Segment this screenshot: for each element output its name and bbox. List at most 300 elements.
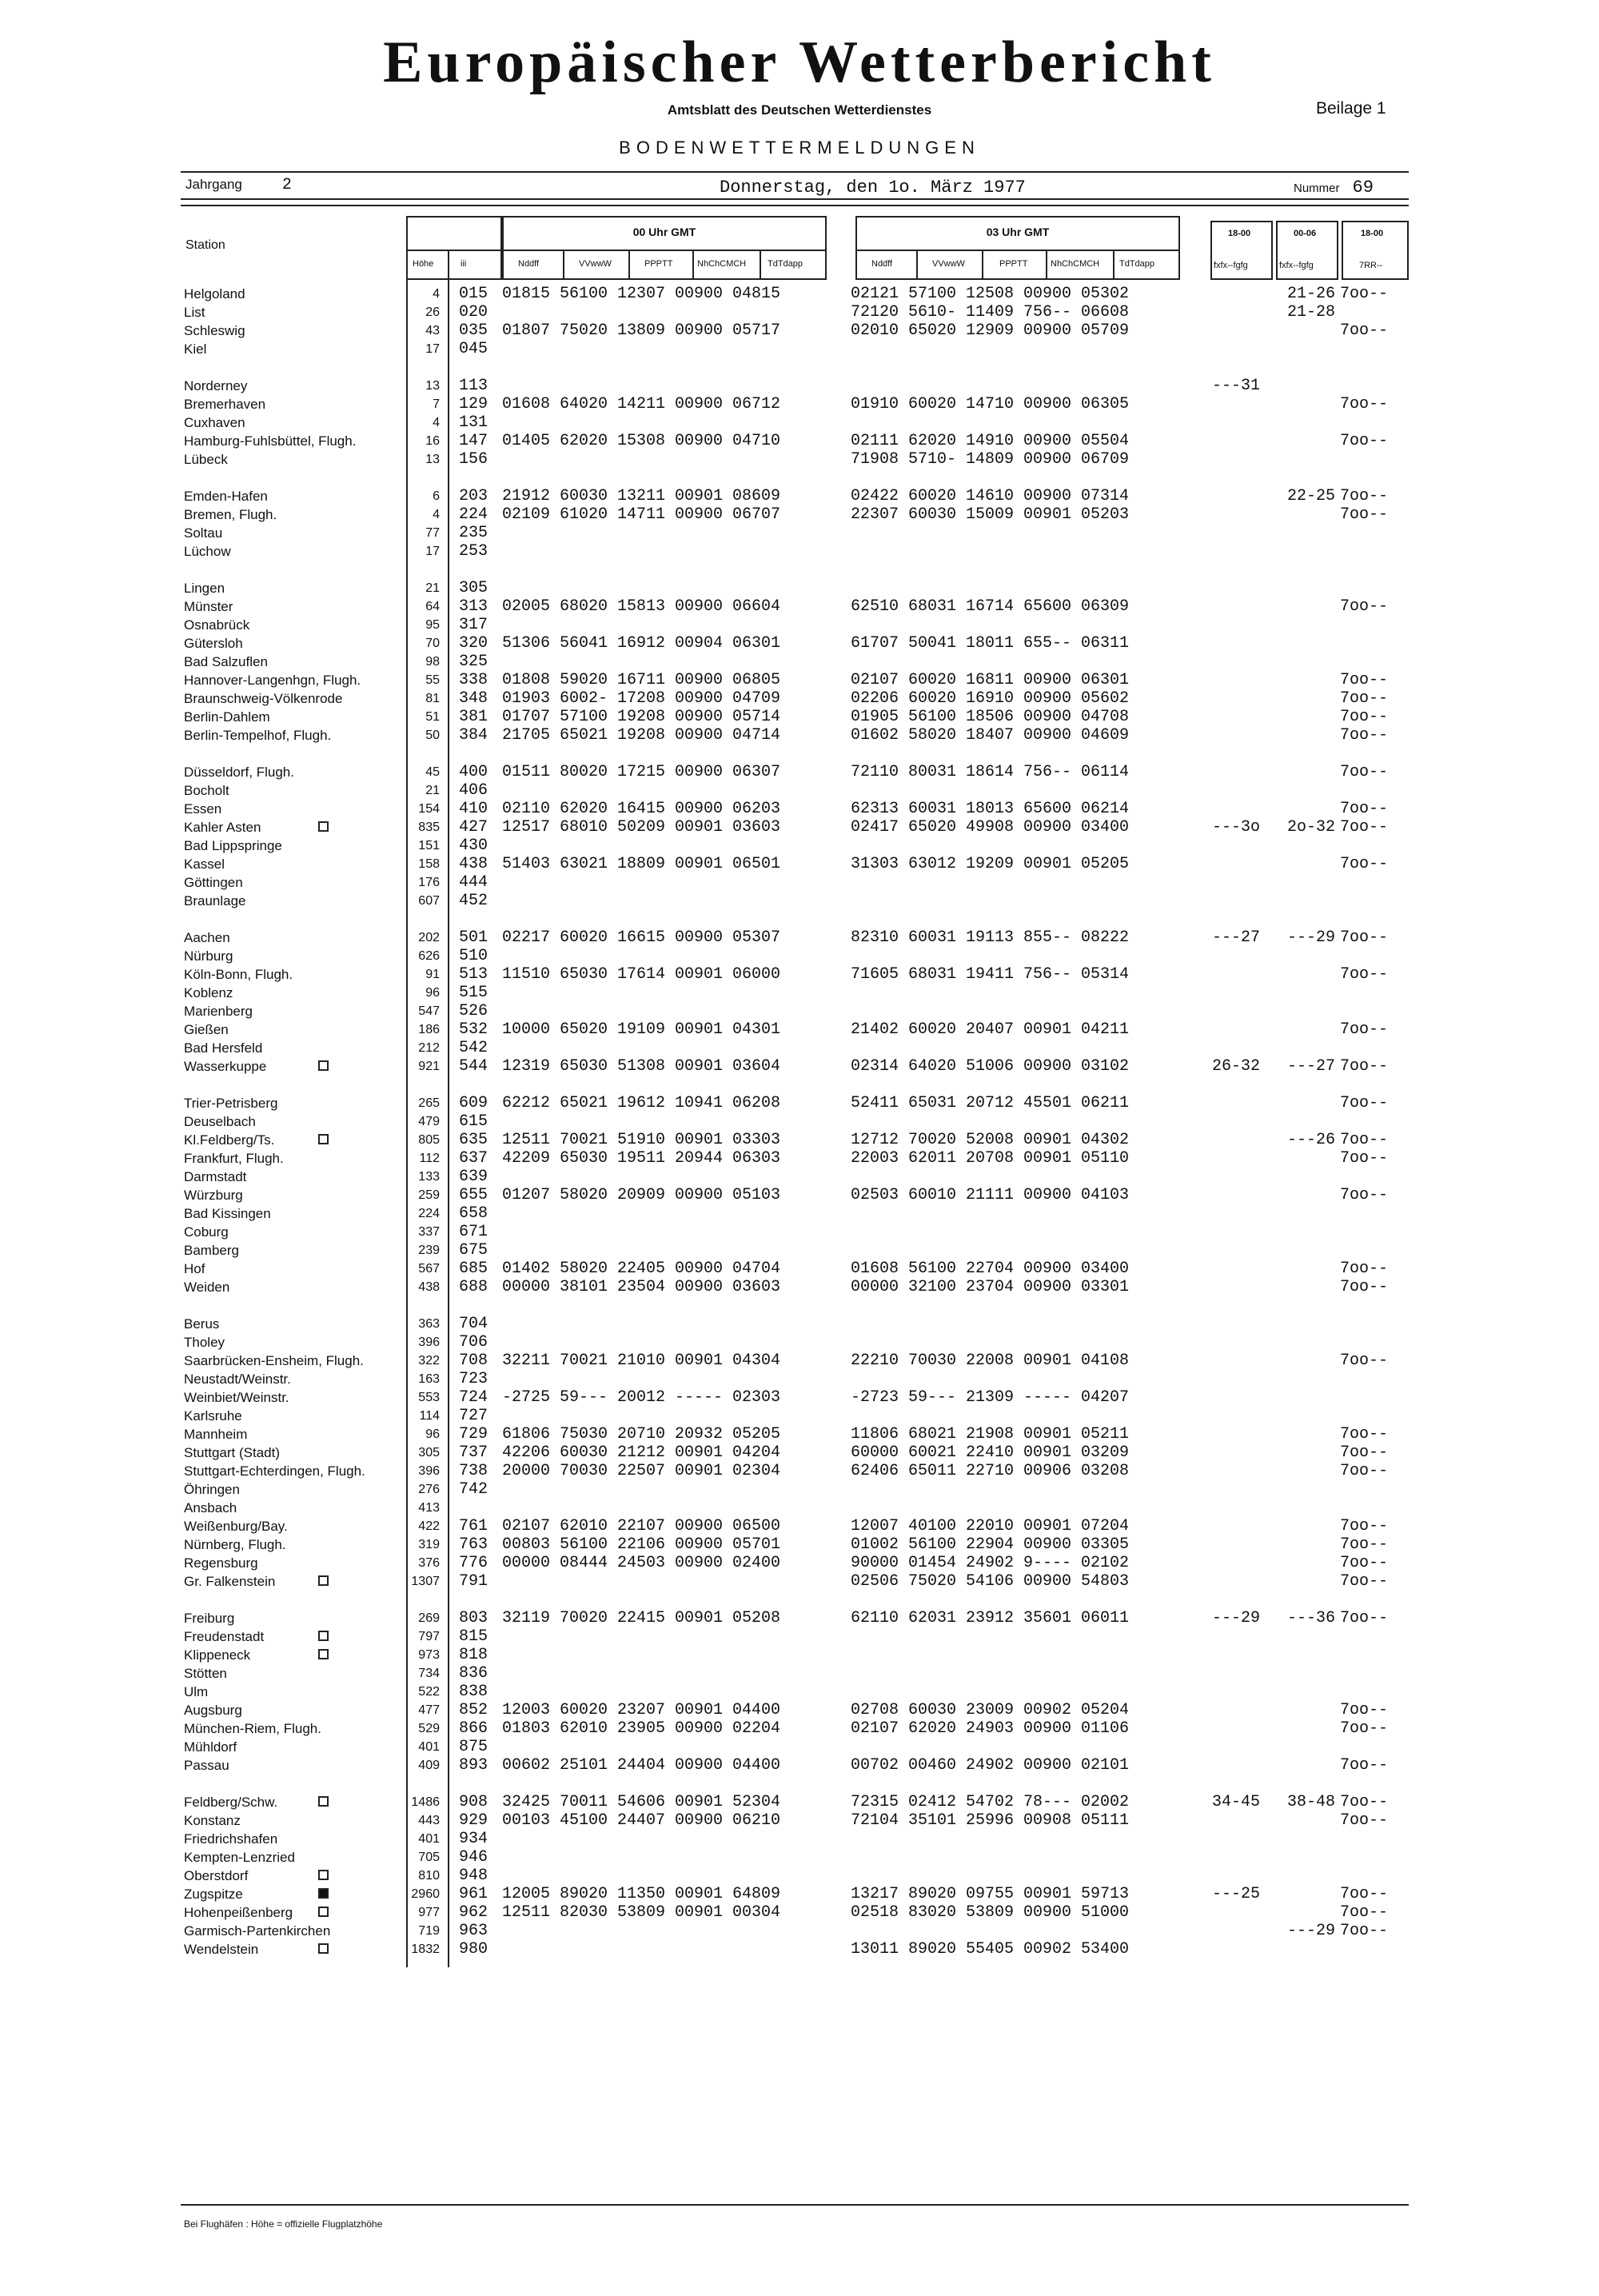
obs-03-gmt: 02503 60010 21111 00900 04103 — [851, 1186, 1130, 1204]
table-row — [0, 303, 1599, 321]
station-name: Lüchow — [184, 544, 231, 559]
obs-03-gmt: 72104 35101 25996 00908 05111 — [851, 1811, 1130, 1830]
station-name: Weißenburg/Bay. — [184, 1519, 288, 1534]
station-name: Osnabrück — [184, 617, 250, 633]
extra-r3: 7oo-- — [1340, 1756, 1389, 1775]
station-height: 567 — [418, 1262, 440, 1276]
table-row — [0, 873, 1599, 892]
station-height: 4 — [433, 508, 440, 521]
station-index: 438 — [459, 855, 488, 873]
station-index: 400 — [459, 763, 488, 781]
table-row — [0, 1811, 1599, 1830]
extra-r3: 7oo-- — [1340, 1517, 1389, 1535]
obs-00-gmt: 01808 59020 16711 00900 06805 — [502, 671, 781, 689]
station-index: 635 — [459, 1131, 488, 1149]
station-name: Göttingen — [184, 875, 243, 890]
station-index: 742 — [459, 1480, 488, 1499]
station-name: Bremen, Flugh. — [184, 507, 277, 522]
gmt00-col5: TdTdapp — [768, 259, 803, 269]
extra-r2: 22-25 — [1287, 487, 1336, 505]
station-index: 513 — [459, 965, 488, 984]
table-row — [0, 781, 1599, 800]
obs-00-gmt: 12319 65030 51308 00901 03604 — [502, 1057, 781, 1076]
obs-00-gmt: 02110 62020 16415 00900 06203 — [502, 800, 781, 818]
table-row — [0, 1554, 1599, 1572]
station-height: 96 — [425, 986, 440, 1000]
table-row — [0, 1572, 1599, 1591]
obs-03-gmt: 01905 56100 18506 00900 04708 — [851, 708, 1130, 726]
station-index: 338 — [459, 671, 488, 689]
table-row — [0, 505, 1599, 524]
obs-00-gmt: 01803 62010 23905 00900 02204 — [502, 1719, 781, 1738]
station-index: 381 — [459, 708, 488, 726]
station-index: 542 — [459, 1039, 488, 1057]
station-name: Stötten — [184, 1666, 227, 1681]
open-square-icon — [318, 1796, 329, 1807]
obs-00-gmt: 01207 58020 20909 00900 05103 — [502, 1186, 781, 1204]
table-row — [0, 928, 1599, 947]
table-row — [0, 837, 1599, 855]
obs-00-gmt: 12511 82030 53809 00901 00304 — [502, 1903, 781, 1922]
station-height: 322 — [418, 1354, 440, 1368]
station-height: 443 — [418, 1814, 440, 1827]
obs-03-gmt: 22003 62011 20708 00901 05110 — [851, 1149, 1130, 1168]
obs-03-gmt: 02417 65020 49908 00900 03400 — [851, 818, 1130, 837]
station-name: Kahler Asten — [184, 820, 261, 835]
station-name: Berlin-Dahlem — [184, 709, 270, 725]
station-name: Kassel — [184, 857, 225, 872]
gmt00-col2: VVwwW — [579, 259, 612, 269]
station-name: Coburg — [184, 1224, 229, 1240]
station-height: 151 — [418, 839, 440, 853]
station-index: 156 — [459, 450, 488, 469]
station-height: 319 — [418, 1538, 440, 1551]
station-index: 852 — [459, 1701, 488, 1719]
obs-00-gmt: 12511 70021 51910 00901 03303 — [502, 1131, 781, 1149]
open-square-icon — [318, 1134, 329, 1144]
station-index: 761 — [459, 1517, 488, 1535]
station-index: 020 — [459, 303, 488, 321]
extra-r2: ---27 — [1287, 1057, 1336, 1076]
obs-03-gmt: 62110 62031 23912 35601 06011 — [851, 1609, 1130, 1627]
extra-r3: 7oo-- — [1340, 1425, 1389, 1443]
table-row — [0, 1756, 1599, 1775]
obs-00-gmt: 20000 70030 22507 00901 02304 — [502, 1462, 781, 1480]
station-name: Köln-Bonn, Flugh. — [184, 967, 293, 982]
station-height: 96 — [425, 1428, 440, 1441]
table-row — [0, 413, 1599, 432]
rule-foot — [181, 2204, 1409, 2206]
station-name: Düsseldorf, Flugh. — [184, 765, 294, 780]
station-index: 444 — [459, 873, 488, 892]
station-name: Bremerhaven — [184, 397, 266, 412]
table-row — [0, 321, 1599, 340]
extra-r3: 7oo-- — [1340, 689, 1389, 708]
table-row — [0, 671, 1599, 689]
obs-03-gmt: 71908 5710- 14809 00900 06709 — [851, 450, 1130, 469]
gmt03-div2 — [982, 250, 983, 280]
obs-03-gmt: 22307 60030 15009 00901 05203 — [851, 505, 1130, 524]
open-square-icon — [318, 1631, 329, 1641]
extra-r3: 7oo-- — [1340, 285, 1389, 303]
table-row — [0, 1370, 1599, 1388]
obs-03-gmt: 52411 65031 20712 45501 06211 — [851, 1094, 1130, 1112]
station-name: Freiburg — [184, 1611, 235, 1626]
extra-r3: 7oo-- — [1340, 1057, 1389, 1076]
table-row — [0, 1848, 1599, 1867]
station-name: Zugspitze — [184, 1887, 243, 1902]
table-row — [0, 689, 1599, 708]
extra-r2: 21-28 — [1287, 303, 1336, 321]
station-index: 317 — [459, 616, 488, 634]
station-height: 21 — [425, 784, 440, 797]
extra-r2: 2o-32 — [1287, 818, 1336, 837]
station-height: 401 — [418, 1740, 440, 1754]
obs-03-gmt: 00702 00460 24902 00900 02101 — [851, 1756, 1130, 1775]
jahrgang-label: Jahrgang — [185, 177, 242, 192]
station-height: 13 — [425, 379, 440, 393]
table-row — [0, 800, 1599, 818]
station-index: 838 — [459, 1683, 488, 1701]
table-row — [0, 1885, 1599, 1903]
obs-03-gmt: 02314 64020 51006 00900 03102 — [851, 1057, 1130, 1076]
station-name: Bad Kissingen — [184, 1206, 271, 1221]
obs-00-gmt: 12005 89020 11350 00901 64809 — [502, 1885, 781, 1903]
open-square-icon — [318, 1575, 329, 1586]
station-height: 212 — [418, 1041, 440, 1055]
gmt00-div3 — [692, 250, 694, 280]
station-name: Braunlage — [184, 893, 246, 908]
station-height: 413 — [418, 1501, 440, 1515]
station-name: Feldberg/Schw. — [184, 1795, 278, 1810]
table-row — [0, 1922, 1599, 1940]
extra-r3: 7oo-- — [1340, 1885, 1389, 1903]
table-row — [0, 1407, 1599, 1425]
station-name: Hof — [184, 1261, 205, 1276]
table-row — [0, 947, 1599, 965]
station-height: 55 — [425, 673, 440, 687]
station-index: 803 — [459, 1609, 488, 1627]
obs-03-gmt: -2723 59--- 21309 ----- 04207 — [851, 1388, 1130, 1407]
obs-03-gmt: 02506 75020 54106 00900 54803 — [851, 1572, 1130, 1591]
station-index: 671 — [459, 1223, 488, 1241]
station-name: Marienberg — [184, 1004, 253, 1019]
station-name: Hannover-Langenhgn, Flugh. — [184, 673, 361, 688]
station-name: Hamburg-Fuhlsbüttel, Flugh. — [184, 433, 357, 449]
table-row — [0, 1315, 1599, 1333]
obs-00-gmt: 32425 70011 54606 00901 52304 — [502, 1793, 781, 1811]
obs-03-gmt: 02107 62020 24903 00900 01106 — [851, 1719, 1130, 1738]
station-height: 64 — [425, 600, 440, 613]
station-height: 396 — [418, 1464, 440, 1478]
extra-r3: 7oo-- — [1340, 763, 1389, 781]
rule-head — [181, 205, 1409, 206]
table-row — [0, 1499, 1599, 1517]
obs-03-gmt: 02422 60020 14610 00900 07314 — [851, 487, 1130, 505]
open-square-icon — [318, 1943, 329, 1954]
station-index: 655 — [459, 1186, 488, 1204]
extra-r3: 7oo-- — [1340, 818, 1389, 837]
station-height: 13 — [425, 453, 440, 466]
obs-00-gmt: 01815 56100 12307 00900 04815 — [502, 285, 781, 303]
station-height: 17 — [425, 545, 440, 558]
station-name: Kiel — [184, 341, 207, 357]
open-square-icon — [318, 821, 329, 832]
table-row — [0, 1719, 1599, 1738]
station-index: 320 — [459, 634, 488, 653]
station-name: Klippeneck — [184, 1647, 251, 1663]
obs-03-gmt: 72120 5610- 11409 756-- 06608 — [851, 303, 1130, 321]
station-name: Gr. Falkenstein — [184, 1574, 276, 1589]
extra-r1: 34-45 — [1212, 1793, 1261, 1811]
gmt00-col3: PPPTT — [644, 259, 673, 269]
station-height: 259 — [418, 1188, 440, 1202]
rule-top — [181, 171, 1409, 173]
obs-03-gmt: 01910 60020 14710 00900 06305 — [851, 395, 1130, 413]
extra-r3: 7oo-- — [1340, 800, 1389, 818]
obs-03-gmt: 01002 56100 22904 00900 03305 — [851, 1535, 1130, 1554]
obs-03-gmt: 13217 89020 09755 00901 59713 — [851, 1885, 1130, 1903]
table-row — [0, 726, 1599, 745]
station-index: 637 — [459, 1149, 488, 1168]
obs-03-gmt: 61707 50041 18011 655-- 06311 — [851, 634, 1130, 653]
obs-00-gmt: 00803 56100 22106 00900 05701 — [502, 1535, 781, 1554]
extra-r1: 26-32 — [1212, 1057, 1261, 1076]
extra-r3: 7oo-- — [1340, 597, 1389, 616]
obs-03-gmt: 82310 60031 19113 855-- 08222 — [851, 928, 1130, 947]
station-index: 658 — [459, 1204, 488, 1223]
station-name: Münster — [184, 599, 233, 614]
obs-03-gmt: 22210 70030 22008 00901 04108 — [851, 1352, 1130, 1370]
extra-r3: 7oo-- — [1340, 505, 1389, 524]
table-row — [0, 285, 1599, 303]
station-height: 401 — [418, 1832, 440, 1846]
gmt03-div3 — [1046, 250, 1047, 280]
open-square-icon — [318, 1060, 329, 1071]
r1-sub: fxfx--fgfg — [1214, 261, 1248, 270]
extra-r2: ---29 — [1287, 928, 1336, 947]
station-index: 675 — [459, 1241, 488, 1260]
station-height: 98 — [425, 655, 440, 669]
obs-00-gmt: 12517 68010 50209 00901 03603 — [502, 818, 781, 837]
station-height: 186 — [418, 1023, 440, 1036]
obs-00-gmt: 32119 70020 22415 00901 05208 — [502, 1609, 781, 1627]
station-index: 729 — [459, 1425, 488, 1443]
open-square-icon — [318, 1649, 329, 1659]
gmt00-col4: NhChCMCH — [697, 259, 747, 269]
station-name: Neustadt/Weinstr. — [184, 1372, 291, 1387]
table-row — [0, 1793, 1599, 1811]
obs-00-gmt: 00000 08444 24503 00900 02400 — [502, 1554, 781, 1572]
station-name: Braunschweig-Völkenrode — [184, 691, 343, 706]
obs-03-gmt: 62406 65011 22710 00906 03208 — [851, 1462, 1130, 1480]
filled-square-icon — [318, 1888, 329, 1899]
station-index: 776 — [459, 1554, 488, 1572]
extra-r3: 7oo-- — [1340, 1186, 1389, 1204]
station-height: 202 — [418, 931, 440, 944]
obs-03-gmt: 11806 68021 21908 00901 05211 — [851, 1425, 1130, 1443]
table-row — [0, 965, 1599, 984]
obs-00-gmt: 01511 80020 17215 00900 06307 — [502, 763, 781, 781]
station-name: Ansbach — [184, 1500, 237, 1515]
obs-03-gmt: 13011 89020 55405 00902 53400 — [851, 1940, 1130, 1959]
station-index: 609 — [459, 1094, 488, 1112]
table-row — [0, 1352, 1599, 1370]
station-name: Schleswig — [184, 323, 245, 338]
station-index: 791 — [459, 1572, 488, 1591]
extra-r1: ---25 — [1212, 1885, 1261, 1903]
station-index: 224 — [459, 505, 488, 524]
station-name: Öhringen — [184, 1482, 240, 1497]
station-name: Passau — [184, 1758, 229, 1773]
station-height: 265 — [418, 1096, 440, 1110]
station-height: 239 — [418, 1244, 440, 1257]
gmt03-col3: PPPTT — [999, 259, 1028, 269]
station-index: 836 — [459, 1664, 488, 1683]
station-index: 908 — [459, 1793, 488, 1811]
r3-sub: 7RR-- — [1359, 261, 1383, 270]
station-height: 921 — [418, 1060, 440, 1073]
footer-note: Bei Flughäfen : Höhe = offizielle Flugplatzhöhe — [184, 2218, 383, 2230]
station-height: 77 — [425, 526, 440, 540]
table-row — [0, 1260, 1599, 1278]
obs-00-gmt: 01405 62020 15308 00900 04710 — [502, 432, 781, 450]
obs-03-gmt: 72110 80031 18614 756-- 06114 — [851, 763, 1130, 781]
extra-r3: 7oo-- — [1340, 1462, 1389, 1480]
obs-03-gmt: 60000 60021 22410 00901 03209 — [851, 1443, 1130, 1462]
station-index: 325 — [459, 653, 488, 671]
rule-date — [181, 198, 1409, 200]
nummer — [1294, 178, 1374, 198]
obs-00-gmt: 02109 61020 14711 00900 06707 — [502, 505, 781, 524]
table-row — [0, 1112, 1599, 1131]
obs-00-gmt: 00000 38101 23504 00900 03603 — [502, 1278, 781, 1296]
station-index: 934 — [459, 1830, 488, 1848]
station-index: 384 — [459, 726, 488, 745]
extra-r3: 7oo-- — [1340, 708, 1389, 726]
station-name: List — [184, 305, 205, 320]
gmt03-col1: Nddff — [871, 259, 893, 269]
station-index: 708 — [459, 1352, 488, 1370]
station-name: Koblenz — [184, 985, 233, 1000]
extra-r3: 7oo-- — [1340, 1922, 1389, 1940]
subtitle: Amtsblatt des Deutschen Wetterdienstes — [667, 102, 932, 118]
station-height: 810 — [418, 1869, 440, 1883]
station-name: Berlin-Tempelhof, Flugh. — [184, 728, 332, 743]
station-height: 224 — [418, 1207, 440, 1220]
station-index: 113 — [459, 377, 488, 395]
station-height: 17 — [425, 342, 440, 356]
station-name: Lübeck — [184, 452, 228, 467]
station-index: 235 — [459, 524, 488, 542]
table-row — [0, 616, 1599, 634]
table-row — [0, 1903, 1599, 1922]
station-height: 154 — [418, 802, 440, 816]
station-index: 532 — [459, 1020, 488, 1039]
station-index: 961 — [459, 1885, 488, 1903]
station-height: 529 — [418, 1722, 440, 1735]
obs-03-gmt: 02111 62020 14910 00900 05504 — [851, 432, 1130, 450]
station-height: 7 — [433, 397, 440, 411]
table-row — [0, 984, 1599, 1002]
station-name: Kempten-Lenzried — [184, 1850, 295, 1865]
station-name: Aachen — [184, 930, 230, 945]
station-index: 724 — [459, 1388, 488, 1407]
table-row — [0, 1664, 1599, 1683]
extra-r3: 7oo-- — [1340, 1701, 1389, 1719]
table-row — [0, 579, 1599, 597]
obs-00-gmt: 00602 25101 24404 00900 04400 — [502, 1756, 781, 1775]
table-row — [0, 432, 1599, 450]
station-height: 114 — [419, 1409, 440, 1423]
station-height: 176 — [418, 876, 440, 889]
extra-r2: 38-48 — [1287, 1793, 1336, 1811]
table-row — [0, 763, 1599, 781]
section-title: BODENWETTERMELDUNGEN — [619, 138, 980, 158]
obs-03-gmt: 02107 60020 16811 00900 06301 — [851, 671, 1130, 689]
jahrgang — [185, 176, 292, 194]
station-name: Bocholt — [184, 783, 229, 798]
station-index: 035 — [459, 321, 488, 340]
station-height: 835 — [418, 821, 440, 834]
station-name: Nürburg — [184, 948, 233, 964]
gmt00-div2 — [628, 250, 630, 280]
obs-00-gmt: 01608 64020 14211 00900 06712 — [502, 395, 781, 413]
station-index: 948 — [459, 1867, 488, 1885]
r3-header: 18-00 — [1361, 229, 1384, 238]
station-height: 50 — [425, 729, 440, 742]
extra-r3: 7oo-- — [1340, 1811, 1389, 1830]
gmt00-div1 — [563, 250, 564, 280]
station-name: Bamberg — [184, 1243, 239, 1258]
station-index: 727 — [459, 1407, 488, 1425]
table-row — [0, 1020, 1599, 1039]
extra-r3: 7oo-- — [1340, 1443, 1389, 1462]
station-height: 626 — [418, 949, 440, 963]
extra-r3: 7oo-- — [1340, 928, 1389, 947]
station-index: 704 — [459, 1315, 488, 1333]
table-row — [0, 450, 1599, 469]
station-name: München-Riem, Flugh. — [184, 1721, 321, 1736]
station-index: 452 — [459, 892, 488, 910]
obs-03-gmt: 00000 32100 23704 00900 03301 — [851, 1278, 1130, 1296]
obs-00-gmt: 62212 65021 19612 10941 06208 — [502, 1094, 781, 1112]
station-index: 305 — [459, 579, 488, 597]
station-height: 337 — [418, 1225, 440, 1239]
station-height: 1486 — [411, 1795, 440, 1809]
station-index: 763 — [459, 1535, 488, 1554]
obs-00-gmt: 42209 65030 19511 20944 06303 — [502, 1149, 781, 1168]
station-name: Darmstadt — [184, 1169, 247, 1184]
station-index: 203 — [459, 487, 488, 505]
extra-r1: ---3o — [1212, 818, 1261, 837]
page-title: Europäischer Wetterbericht — [383, 30, 1216, 95]
station-name: Deuselbach — [184, 1114, 256, 1129]
station-height: 305 — [418, 1446, 440, 1459]
station-height: 4 — [433, 287, 440, 301]
station-height: 547 — [418, 1004, 440, 1018]
station-height: 719 — [418, 1924, 440, 1938]
station-height: 26 — [425, 305, 440, 319]
station-name: Mannheim — [184, 1427, 248, 1442]
station-index: 515 — [459, 984, 488, 1002]
table-row — [0, 1646, 1599, 1664]
station-index: 131 — [459, 413, 488, 432]
obs-00-gmt: 61806 75030 20710 20932 05205 — [502, 1425, 781, 1443]
table-row — [0, 1535, 1599, 1554]
obs-03-gmt: 02708 60030 23009 00902 05204 — [851, 1701, 1130, 1719]
station-name: Cuxhaven — [184, 415, 245, 430]
